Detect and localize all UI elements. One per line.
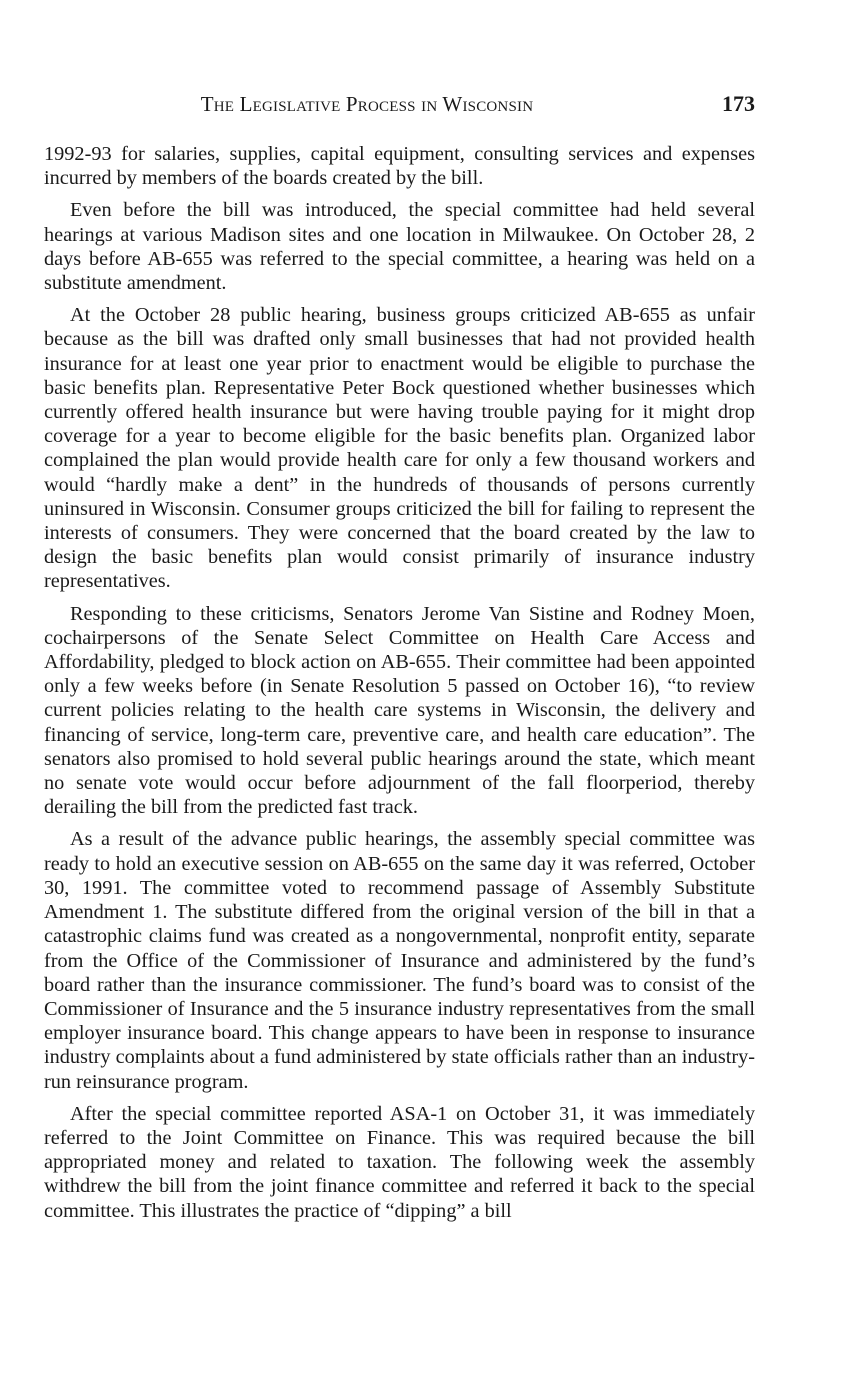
- running-title: The Legislative Process in Wisconsin: [200, 92, 534, 116]
- paragraph-4: Responding to these criticisms, Senators Jerome Van Sistine and Rodney Moen, cochairpersons of the Senate Select Committee on Health Care Access and Affordability, pledged to block action on AB-655. Their committee had been appointed only a few weeks before (in Senate Resolution 5 passed on October 16), “to review current policies relating to the health care systems in Wisconsin, the delivery and financing of service, long-term care, preventive care, and health care education”. The senators also promised to hold several public hearings around the state, which meant no senate vote would occur before adjournment of the fall floorperiod, thereby derailing the bill from the predicted fast track.: [44, 602, 755, 819]
- paragraph-1: 1992-93 for salaries, supplies, capital equipment, consulting services and expenses incurred by members of the boards created by the bill.: [44, 143, 755, 190]
- page-number: 173: [722, 91, 755, 116]
- paragraph-5: As a result of the advance public hearings, the assembly special committee was ready to hold an executive session on AB-655 on the same day it was referred, October 30, 1991. The committee voted to recommend passage of Assembly Substitute Amendment 1. The substitute differed from the original version of the bill in that a catastrophic claims fund was created as a nongovernmental, nonprofit entity, separate from the Office of the Commissioner of Insurance and administered by the fund’s board rather than the insurance commissioner. The fund’s board was to consist of the Commissioner of Insurance and the 5 insurance industry representatives from the small employer insurance board. This change appears to have been in response to insurance industry complaints about a fund administered by state officials rather than an industry-run reinsurance program.: [44, 828, 755, 1093]
- paragraph-3: At the October 28 public hearing, business groups criticized AB-655 as unfair because as the bill was drafted only small businesses that had not provided health insurance for at least one year prior to enactment would be eligible to purchase the basic benefits plan. Representative Peter Bock questioned whether businesses which currently offered health insurance but were having trouble paying for it might drop coverage for a year to become eligible for the basic benefits plan. Organized labor complained the plan would provide health care for only a few thousand workers and would “hardly make a dent” in the hundreds of thousands of persons currently uninsured in Wisconsin. Consumer groups criticized the bill for failing to represent the interests of consumers. They were concerned that the board created by the law to design the basic benefits plan would consist primarily of insurance industry representatives.: [44, 304, 755, 593]
- body-text: [44, 142, 755, 1223]
- paragraph-2: Even before the bill was introduced, the special committee had held several hearings at various Madison sites and one location in Milwaukee. On October 28, 2 days before AB-655 was referred to the special committee, a hearing was held on a substitute amendment.: [44, 199, 755, 295]
- paragraph-6: After the special committee reported ASA-1 on October 31, it was immediately referred to the Joint Committee on Finance. This was required because the bill appropriated money and related to taxation. The following week the assembly withdrew the bill from the joint finance committee and referred it back to the special committee. This illustrates the practice of “dipping” a bill: [44, 1102, 755, 1222]
- running-header: [44, 88, 755, 122]
- document-page: [44, 88, 755, 1231]
